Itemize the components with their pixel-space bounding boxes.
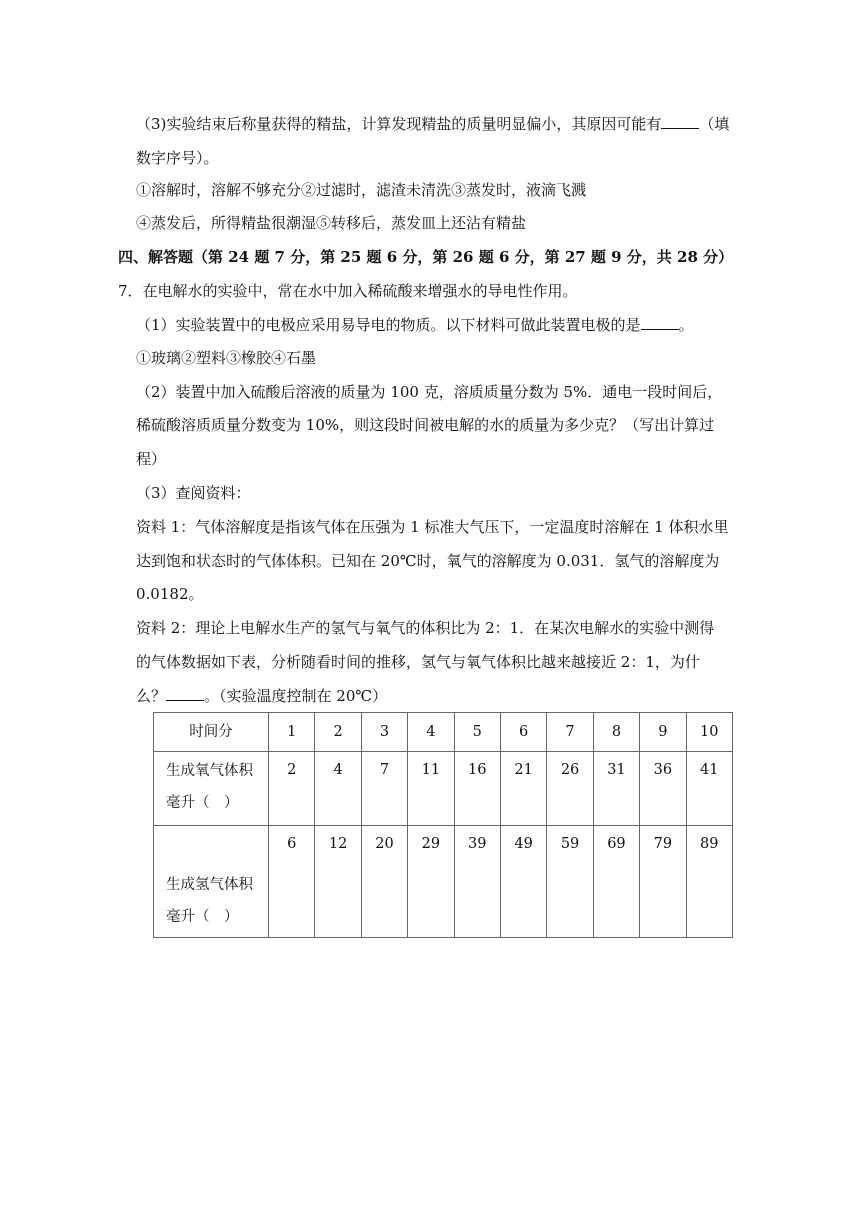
table-cell: 41 bbox=[686, 752, 732, 826]
ref2-text: 么？ bbox=[136, 687, 167, 705]
table-cell: 2 bbox=[315, 713, 361, 752]
q3-line2: 数字序号）。 bbox=[136, 149, 219, 167]
q7-stem: 7．在电解水的实验中，常在水中加入稀硫酸来增强水的导电性作用。 bbox=[118, 282, 578, 300]
section-heading: 四、解答题（第 24 题 7 分，第 25 题 6 分，第 26 题 6 分，第 27 题 9 分，共 28 分） bbox=[118, 248, 734, 266]
q7-part2-line3: 程） bbox=[136, 450, 167, 468]
row-label-hydrogen bbox=[154, 826, 269, 938]
table-cell: 7 bbox=[547, 713, 593, 752]
table-cell: 16 bbox=[454, 752, 500, 826]
q3-text-end: （填 bbox=[699, 115, 730, 133]
ref1-line3: 0.0182。 bbox=[136, 585, 204, 603]
table-cell: 21 bbox=[500, 752, 546, 826]
row-label-line: 生成氧气体积 bbox=[166, 763, 253, 779]
table-cell: 6 bbox=[269, 826, 315, 938]
table-cell: 69 bbox=[593, 826, 639, 938]
table-cell: 4 bbox=[408, 713, 454, 752]
table-row-hydrogen bbox=[154, 826, 733, 938]
answer-blank[interactable] bbox=[661, 114, 699, 129]
table-cell: 26 bbox=[547, 752, 593, 826]
table-cell: 12 bbox=[315, 826, 361, 938]
table-cell: 1 bbox=[269, 713, 315, 752]
ref2-line1: 资料 2：理论上电解水生产的氢气与氧气的体积比为 2：1．在某次电解水的实验中测得 bbox=[136, 619, 715, 637]
row-label-line: 生成氢气体积 bbox=[166, 877, 253, 893]
row-label-time: 时间分 bbox=[154, 713, 269, 752]
table-cell: 3 bbox=[361, 713, 407, 752]
q3-options-1: ①溶解时，溶解不够充分②过滤时，滤渣未清洗③蒸发时，液滴飞溅 bbox=[136, 181, 587, 199]
table-cell: 9 bbox=[640, 713, 686, 752]
q7-part1-end: 。 bbox=[678, 316, 694, 334]
answer-blank[interactable] bbox=[166, 686, 204, 701]
table-row-oxygen bbox=[154, 752, 733, 826]
table-cell: 8 bbox=[593, 713, 639, 752]
ref1-line1: 资料 1：气体溶解度是指该气体在压强为 1 标准大气压下，一定温度时溶解在 1 体积水里 bbox=[136, 518, 729, 536]
table-cell: 59 bbox=[547, 826, 593, 938]
table-cell: 2 bbox=[269, 752, 315, 826]
q7-part3: （3）查阅资料： bbox=[136, 484, 251, 502]
table-cell: 49 bbox=[500, 826, 546, 938]
table-cell: 20 bbox=[361, 826, 407, 938]
q7-part2-line1: （2）装置中加入硫酸后溶液的质量为 100 克，溶质质量分数为 5%．通电一段时间后， bbox=[136, 383, 723, 401]
table-cell: 36 bbox=[640, 752, 686, 826]
table-cell: 10 bbox=[686, 713, 732, 752]
ref1-line2: 达到饱和状态时的气体体积。已知在 20℃时，氧气的溶解度为 0.031．氢气的溶解度为 bbox=[136, 552, 720, 570]
ref2-line2: 的气体数据如下表，分析随看时间的推移，氢气与氧气体积比越来越接近 2：1，为什 bbox=[136, 653, 700, 671]
table-cell: 11 bbox=[408, 752, 454, 826]
gas-volume-table bbox=[153, 712, 733, 938]
q7-part1-text: （1）实验装置中的电极应采用易导电的物质。以下材料可做此装置电极的是 bbox=[136, 316, 641, 334]
table-row-time bbox=[154, 713, 733, 752]
table-cell: 6 bbox=[500, 713, 546, 752]
table-cell: 29 bbox=[408, 826, 454, 938]
ref2-line3 bbox=[136, 686, 387, 706]
row-label-line: 毫升（ ） bbox=[166, 909, 239, 925]
table-cell: 79 bbox=[640, 826, 686, 938]
q7-part1 bbox=[136, 315, 694, 335]
q3-options-2: ④蒸发后，所得精盐很潮湿⑤转移后，蒸发皿上还沾有精盐 bbox=[136, 214, 527, 232]
answer-blank[interactable] bbox=[641, 315, 679, 330]
q3-line1 bbox=[136, 114, 729, 134]
table-cell: 7 bbox=[361, 752, 407, 826]
table-cell: 5 bbox=[454, 713, 500, 752]
ref2-text-end: 。（实验温度控制在 20℃） bbox=[204, 687, 388, 705]
table-cell: 89 bbox=[686, 826, 732, 938]
row-label-oxygen bbox=[154, 752, 269, 826]
q7-part1-options: ①玻璃②塑料③橡胶④石墨 bbox=[136, 349, 317, 367]
q7-part2-line2: 稀硫酸溶质质量分数变为 10%，则这段时间被电解的水的质量为多少克？（写出计算过 bbox=[136, 416, 715, 434]
q3-text: （3)实验结束后称量获得的精盐，计算发现精盐的质量明显偏小，其原因可能有 bbox=[136, 115, 662, 133]
table-cell: 4 bbox=[315, 752, 361, 826]
table-cell: 31 bbox=[593, 752, 639, 826]
table-cell: 39 bbox=[454, 826, 500, 938]
row-label-line: 毫升（ ） bbox=[166, 795, 239, 811]
